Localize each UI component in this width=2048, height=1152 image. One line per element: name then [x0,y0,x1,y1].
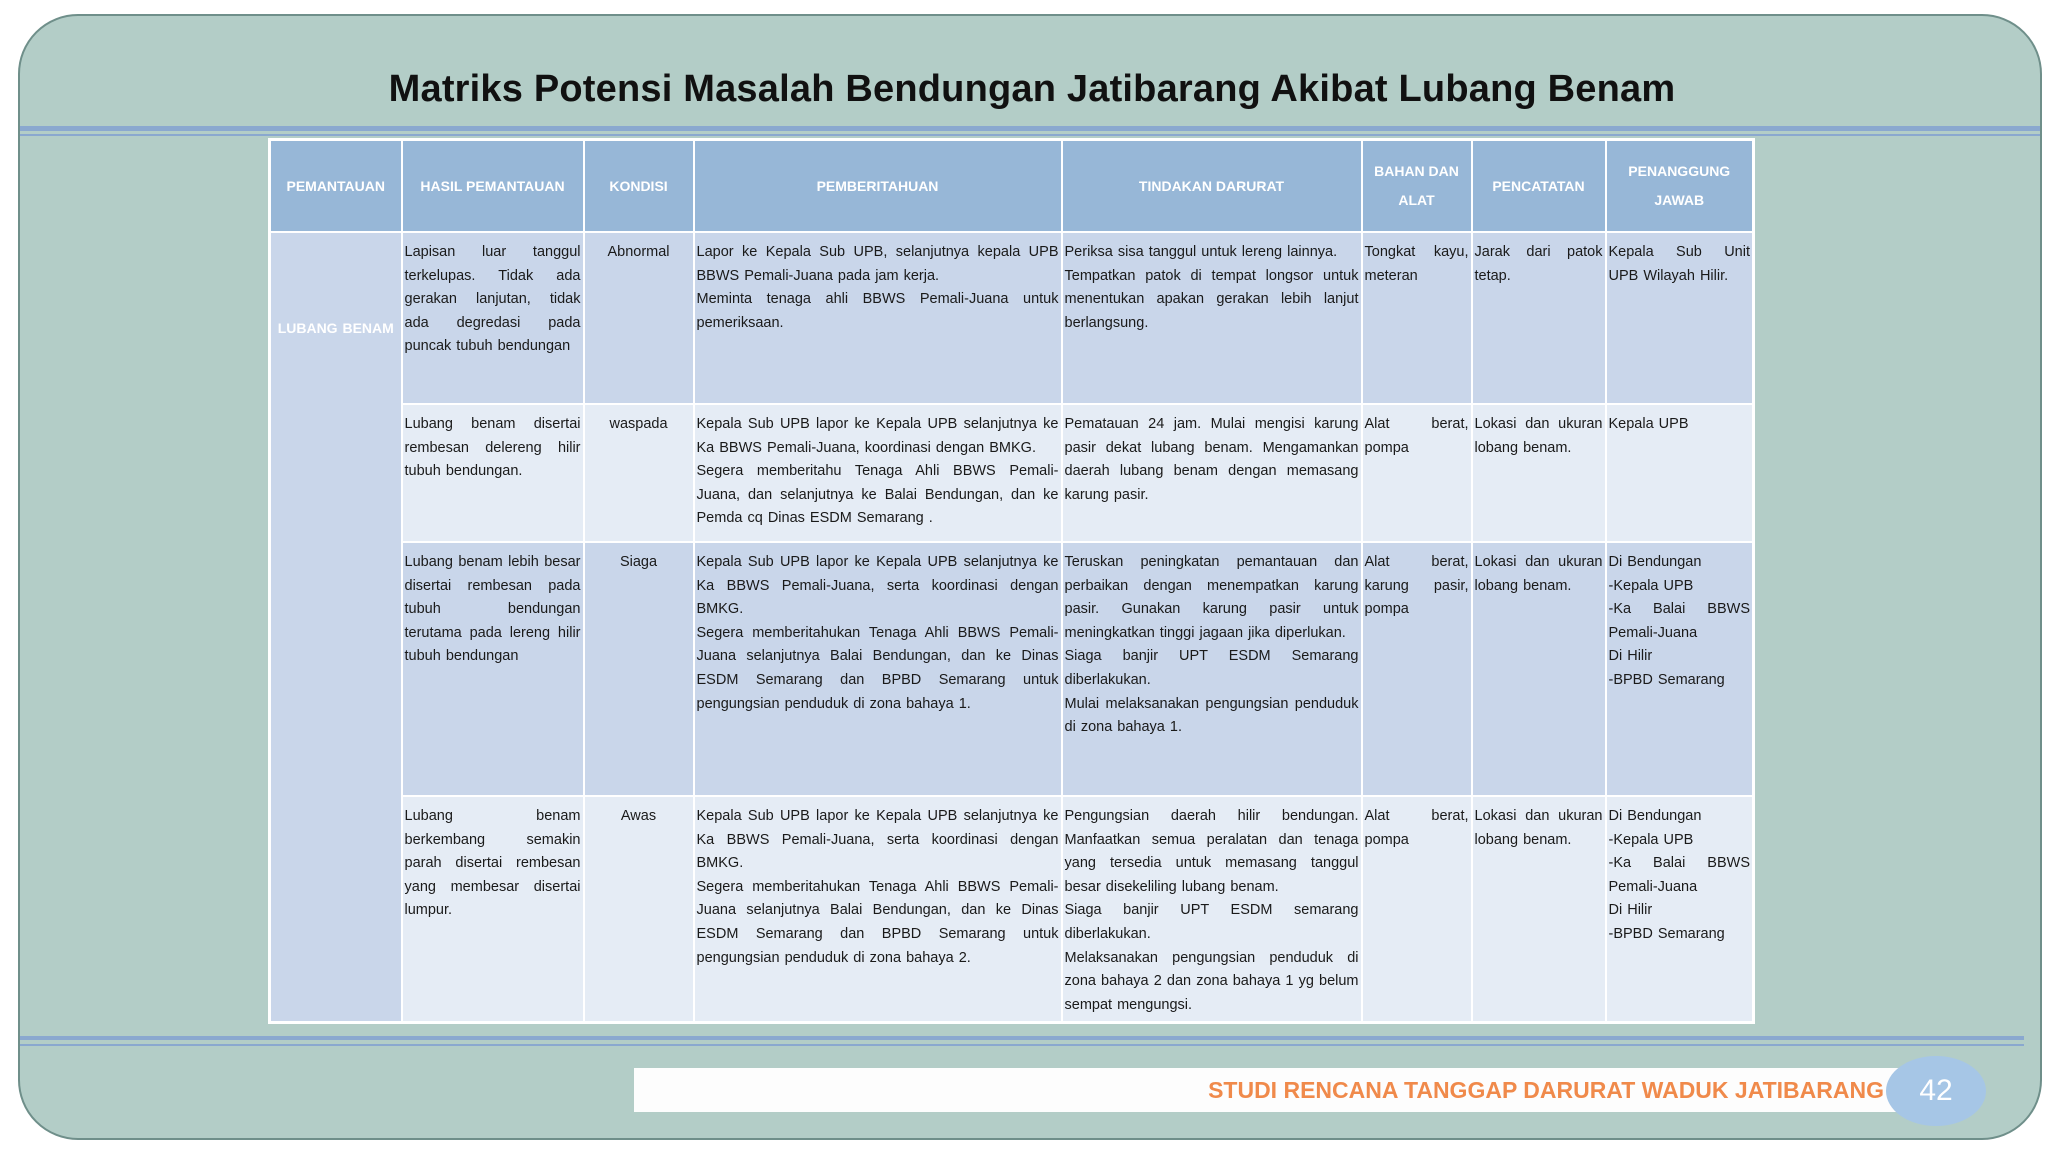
table-row [270,404,1754,542]
penanggung-item: Di Hilir [1608,648,1653,665]
header-tindakan-darurat: TINDAKAN DARURAT [1062,140,1362,233]
penanggung-item: Di Bendungan [1608,808,1702,824]
penanggung-item: -Ka Balai BBWS Pemali-Juana [1608,601,1750,641]
pemberitahuan-cell [694,404,1062,542]
penanggung-item: -Kepala UPB [1608,831,1694,848]
table-header-row [270,140,1754,233]
tindakan-item: Teruskan peningkatan pemantauan dan perbaikan dengan menempatkan karung pasir. Gunakan karung pasir untuk meningkatkan tinggi jagaan jika diperlukan. [1064,554,1359,641]
tindakan-cell [1062,404,1362,542]
tindakan-item: Melaksanakan pengungsian penduduk di zona bahaya 2 dan zona bahaya 1 yg belum sempat mengungsi. [1064,949,1359,1013]
penanggung-item: -BPBD Semarang [1608,671,1725,688]
kondisi-cell: Awas [584,796,694,1023]
tindakan-item: Periksa sisa tanggul untuk lereng lainnya. [1064,244,1338,260]
penanggung-cell [1606,796,1754,1023]
table-row [270,796,1754,1023]
pemberitahuan-item: Segera memberitahukan Tenaga Ahli BBWS Pemali-Juana selanjutnya Balai Bendungan, dan ke Dinas ESDM Semarang dan BPBD Semarang untuk pengungsian penduduk di zona bahaya 1. [696,624,1059,712]
tindakan-item: Tempatkan patok di tempat longsor untuk menentukan apakan gerakan lebih lanjut berlangsung. [1064,267,1359,331]
hasil-cell: Lapisan luar tanggul terkelupas. Tidak ada gerakan lanjutan, tidak ada degredasi pada puncak tubuh bendungan [402,232,584,404]
pemberitahuan-item: Segera memberitahu Tenaga Ahli BBWS Pemali-Juana, dan selanjutnya ke Balai Bendungan, dan ke Pemda cq Dinas ESDM Semarang . [696,463,1059,527]
tindakan-cell [1062,542,1362,796]
pencatatan-cell: Lokasi dan ukuran lobang benam. [1472,404,1606,542]
pencatatan-cell: Lokasi dan ukuran lobang benam. [1472,796,1606,1023]
risk-matrix-table [268,138,1755,1024]
footer-divider [18,1036,2024,1040]
table-row [270,542,1754,796]
pemberitahuan-item: Lapor ke Kepala Sub UPB, selanjutnya kepala UPB BBWS Pemali-Juana pada jam kerja. [696,244,1059,284]
pencatatan-cell: Lokasi dan ukuran lobang benam. [1472,542,1606,796]
tindakan-cell [1062,796,1362,1023]
header-pencatatan: PENCATATAN [1472,140,1606,233]
header-kondisi: KONDISI [584,140,694,233]
penanggung-cell [1606,542,1754,796]
header-bahan-line1: BAHAN DAN [1374,163,1459,179]
tindakan-item: Pematauan 24 jam. Mulai mengisi karung pasir dekat lubang benam. Mengamankan daerah lubang benam dengan memasang karung pasir. [1064,416,1359,503]
hasil-cell: Lubang benam lebih besar disertai rembesan pada tubuh bendungan terutama pada lereng hilir tubuh bendungan [402,542,584,796]
kondisi-cell: waspada [584,404,694,542]
pemberitahuan-item: Meminta tenaga ahli BBWS Pemali-Juana untuk pemeriksaan. [696,291,1059,331]
footer-title: STUDI RENCANA TANGGAP DARURAT WADUK JATIBARANG [1208,1077,1884,1103]
category-cell [270,232,402,1023]
bahan-cell: Alat berat, pompa [1362,404,1472,542]
pemberitahuan-cell [694,796,1062,1023]
pemberitahuan-cell [694,542,1062,796]
footer-bar [634,1068,1900,1112]
tindakan-item: Siaga banjir UPT ESDM Semarang diberlakukan. [1064,648,1359,688]
title-divider [20,126,2042,131]
pemberitahuan-item: Kepala Sub UPB lapor ke Kepala UPB selanjutnya ke Ka BBWS Pemali-Juana, serta koordinasi dengan BMKG. [696,554,1059,618]
penanggung-item: -Kepala UPB [1608,577,1694,594]
header-penanggung-line1: PENANGGUNG [1628,163,1731,179]
bahan-cell: Tongkat kayu, meteran [1362,232,1472,404]
header-bahan-line2: ALAT [1398,192,1435,208]
kondisi-cell: Siaga [584,542,694,796]
tindakan-item: Mulai melaksanakan pengungsian penduduk di zona bahaya 1. [1064,695,1359,736]
page-number-badge: 42 [1886,1056,1986,1126]
bahan-cell: Alat berat, karung pasir, pompa [1362,542,1472,796]
title-divider-thin [20,134,2042,136]
tindakan-item: Pengungsian daerah hilir bendungan. Manfaatkan semua peralatan dan tenaga yang tersedia untuk memasang tanggul besar disekeliling lubang benam. [1064,808,1359,895]
penanggung-item: -BPBD Semarang [1608,925,1725,942]
penanggung-cell [1606,404,1754,542]
category-label: LUBANG BENAM [277,320,394,337]
hasil-cell: Lubang benam berkembang semakin parah disertai rembesan yang membesar disertai lumpur. [402,796,584,1023]
header-penanggung-jawab [1606,140,1754,233]
header-penanggung-line2: JAWAB [1654,192,1705,208]
header-bahan-dan-alat [1362,140,1472,233]
header-pemantauan: PEMANTAUAN [270,140,402,233]
pemberitahuan-item: Segera memberitahukan Tenaga Ahli BBWS Pemali-Juana selanjutnya Balai Bendungan, dan ke Dinas ESDM Semarang dan BPBD Semarang untuk pengungsian penduduk di zona bahaya 2. [696,878,1059,966]
kondisi-cell: Abnormal [584,232,694,404]
footer-divider-thin [18,1044,2024,1046]
penanggung-item: -Ka Balai BBWS Pemali-Juana [1608,855,1750,895]
header-pemberitahuan: PEMBERITAHUAN [694,140,1062,233]
pemberitahuan-cell [694,232,1062,404]
penanggung-cell [1606,232,1754,404]
penanggung-item: Kepala Sub Unit UPB Wilayah Hilir. [1608,244,1750,284]
page-title: Matriks Potensi Masalah Bendungan Jatibarang Akibat Lubang Benam [388,68,1676,110]
tindakan-item: Siaga banjir UPT ESDM semarang diberlakukan. [1064,902,1359,942]
penanggung-item: Di Hilir [1608,902,1653,919]
hasil-cell: Lubang benam disertai rembesan delereng hilir tubuh bendungan. [402,404,584,542]
header-hasil-pemantauan: HASIL PEMANTAUAN [402,140,584,233]
pencatatan-cell: Jarak dari patok tetap. [1472,232,1606,404]
tindakan-cell [1062,232,1362,404]
bahan-cell: Alat berat, pompa [1362,796,1472,1023]
table-row [270,232,1754,404]
penanggung-item: Di Bendungan [1608,554,1702,570]
penanggung-item: Kepala UPB [1608,416,1689,432]
pemberitahuan-item: Kepala Sub UPB lapor ke Kepala UPB selanjutnya ke Ka BBWS Pemali-Juana, koordinasi dengan BMKG. [696,416,1059,456]
pemberitahuan-item: Kepala Sub UPB lapor ke Kepala UPB selanjutnya ke Ka BBWS Pemali-Juana, serta koordinasi dengan BMKG. [696,808,1059,872]
